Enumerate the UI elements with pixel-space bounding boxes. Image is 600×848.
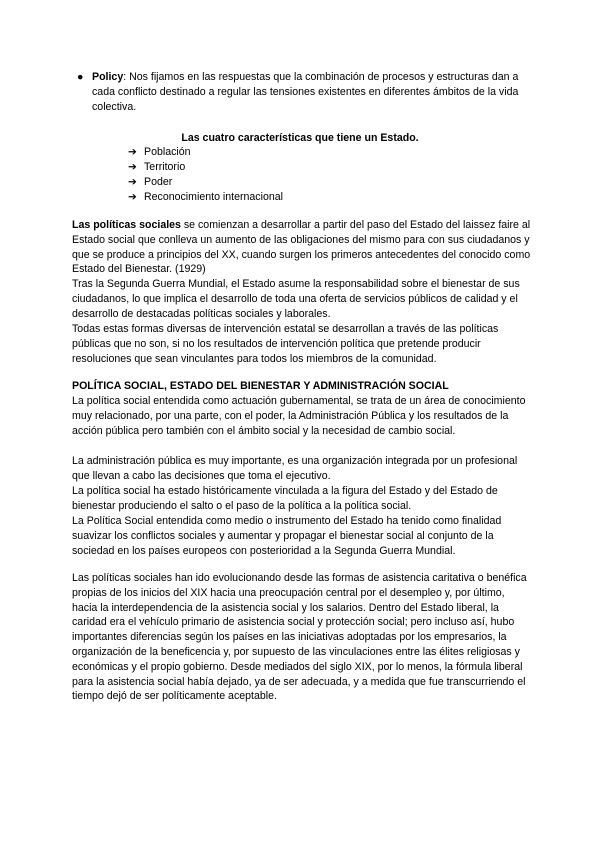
list-item: ➔ Poder: [128, 176, 173, 188]
characteristics-list: [128, 145, 283, 205]
list-item: ➔ Territorio: [128, 161, 186, 173]
bullet-dot-icon: ●: [77, 71, 84, 83]
arrow-right-icon: ➔: [128, 191, 137, 203]
arrow-right-icon: ➔: [128, 176, 137, 188]
section-paragraph-5: Las políticas sociales han ido evolucionando desde las formas de asistencia caritativa o benéfica propias de los inicios del XIX hacia una preocupación central por el desempleo y, por último, hacia la interdependencia de la asistencia social y los salarios. Dentro del Estado liberal, la caridad era el vehículo primario de asistencia social y protección social; pero incluso así, hubo importantes diferencias según los países en las iniciativas adoptadas por los empresarios, la organización de la beneficencia y, por supuesto de las vinculaciones entre las élites religiosas y económicas y el propio gobierno. Desde mediados del siglo XIX, por lo menos, la fórmula liberal para la asistencia social había dejado, ya de ser adecuada, y a medida que fue transcurriendo el tiempo dejó de ser políticamente aceptable.: [72, 572, 527, 703]
section-paragraph-2: La administración pública es muy importante, es una organización integrada por un profesional que llevan a cabo las decisiones que toma el ejecutivo.: [72, 455, 518, 482]
policy-definition: : Nos fijamos en las respuestas que la combinación de procesos y estructuras dan a cada conflicto destinado a regular las tensiones existentes en diferentes ámbitos de la vida colectiva.: [92, 71, 519, 113]
section-paragraph-4: La Política Social entendida como medio o instrumento del Estado ha tenido como finalidad suavizar los conflictos sociales y aumentar y propagar el bienestar social al conjunto de la sociedad en los países europeos con posterioridad a la Segunda Guerra Mundial.: [72, 515, 502, 557]
section-heading: POLÍTICA SOCIAL, ESTADO DEL BIENESTAR Y ADMINISTRACIÓN SOCIAL: [72, 380, 449, 392]
politicas-paragraph-2: Tras la Segunda Guerra Mundial, el Estado asume la responsabilidad sobre el bienestar de sus ciudadanos, lo que implica el desarrollo de toda una oferta de servicios públicos de calidad y el desarrollo de destacadas políticas sociales y laborales.: [72, 278, 520, 320]
politicas-bold-lead: Las políticas sociales: [72, 219, 181, 231]
arrow-right-icon: ➔: [128, 146, 137, 158]
politicas-paragraph-3: Todas estas formas diversas de intervención estatal se desarrollan a través de las políticas públicas que no son, si no los resultados de intervención política que pretende producir resoluciones que sean vinculantes para todos los miembros de la comunidad.: [72, 323, 499, 365]
list-item: ➔ Población: [128, 146, 191, 158]
characteristics-heading: Las cuatro características que tiene un Estado.: [181, 132, 419, 144]
arrow-right-icon: ➔: [128, 161, 137, 173]
policy-term: Policy: [92, 71, 124, 83]
section-paragraph-3: La política social ha estado históricamente vinculada a la figura del Estado y del Estado de bienestar produciendo el salto o el paso de la política a la política social.: [72, 485, 498, 512]
section-paragraph-1: La política social entendida como actuación gubernamental, se trata de un área de conocimiento muy relacionado, por una parte, con el poder, la Administración Pública y los resultados de la acción pública pero también con el ámbito social y la necesidad de cambio social.: [72, 395, 526, 437]
politicas-paragraph-1: Las políticas sociales se comienzan a desarrollar a partir del paso del Estado del laissez faire al Estado social que conlleva un aumento de las obligaciones del mismo para con sus ciudadanos y que se produce a principios del XX, cuando surgen los primeros antecedentes del conocido como Estado del Bienestar. (1929): [72, 219, 531, 276]
policy-bullet: [77, 70, 532, 114]
list-item: ➔ Reconocimiento internacional: [128, 191, 283, 203]
